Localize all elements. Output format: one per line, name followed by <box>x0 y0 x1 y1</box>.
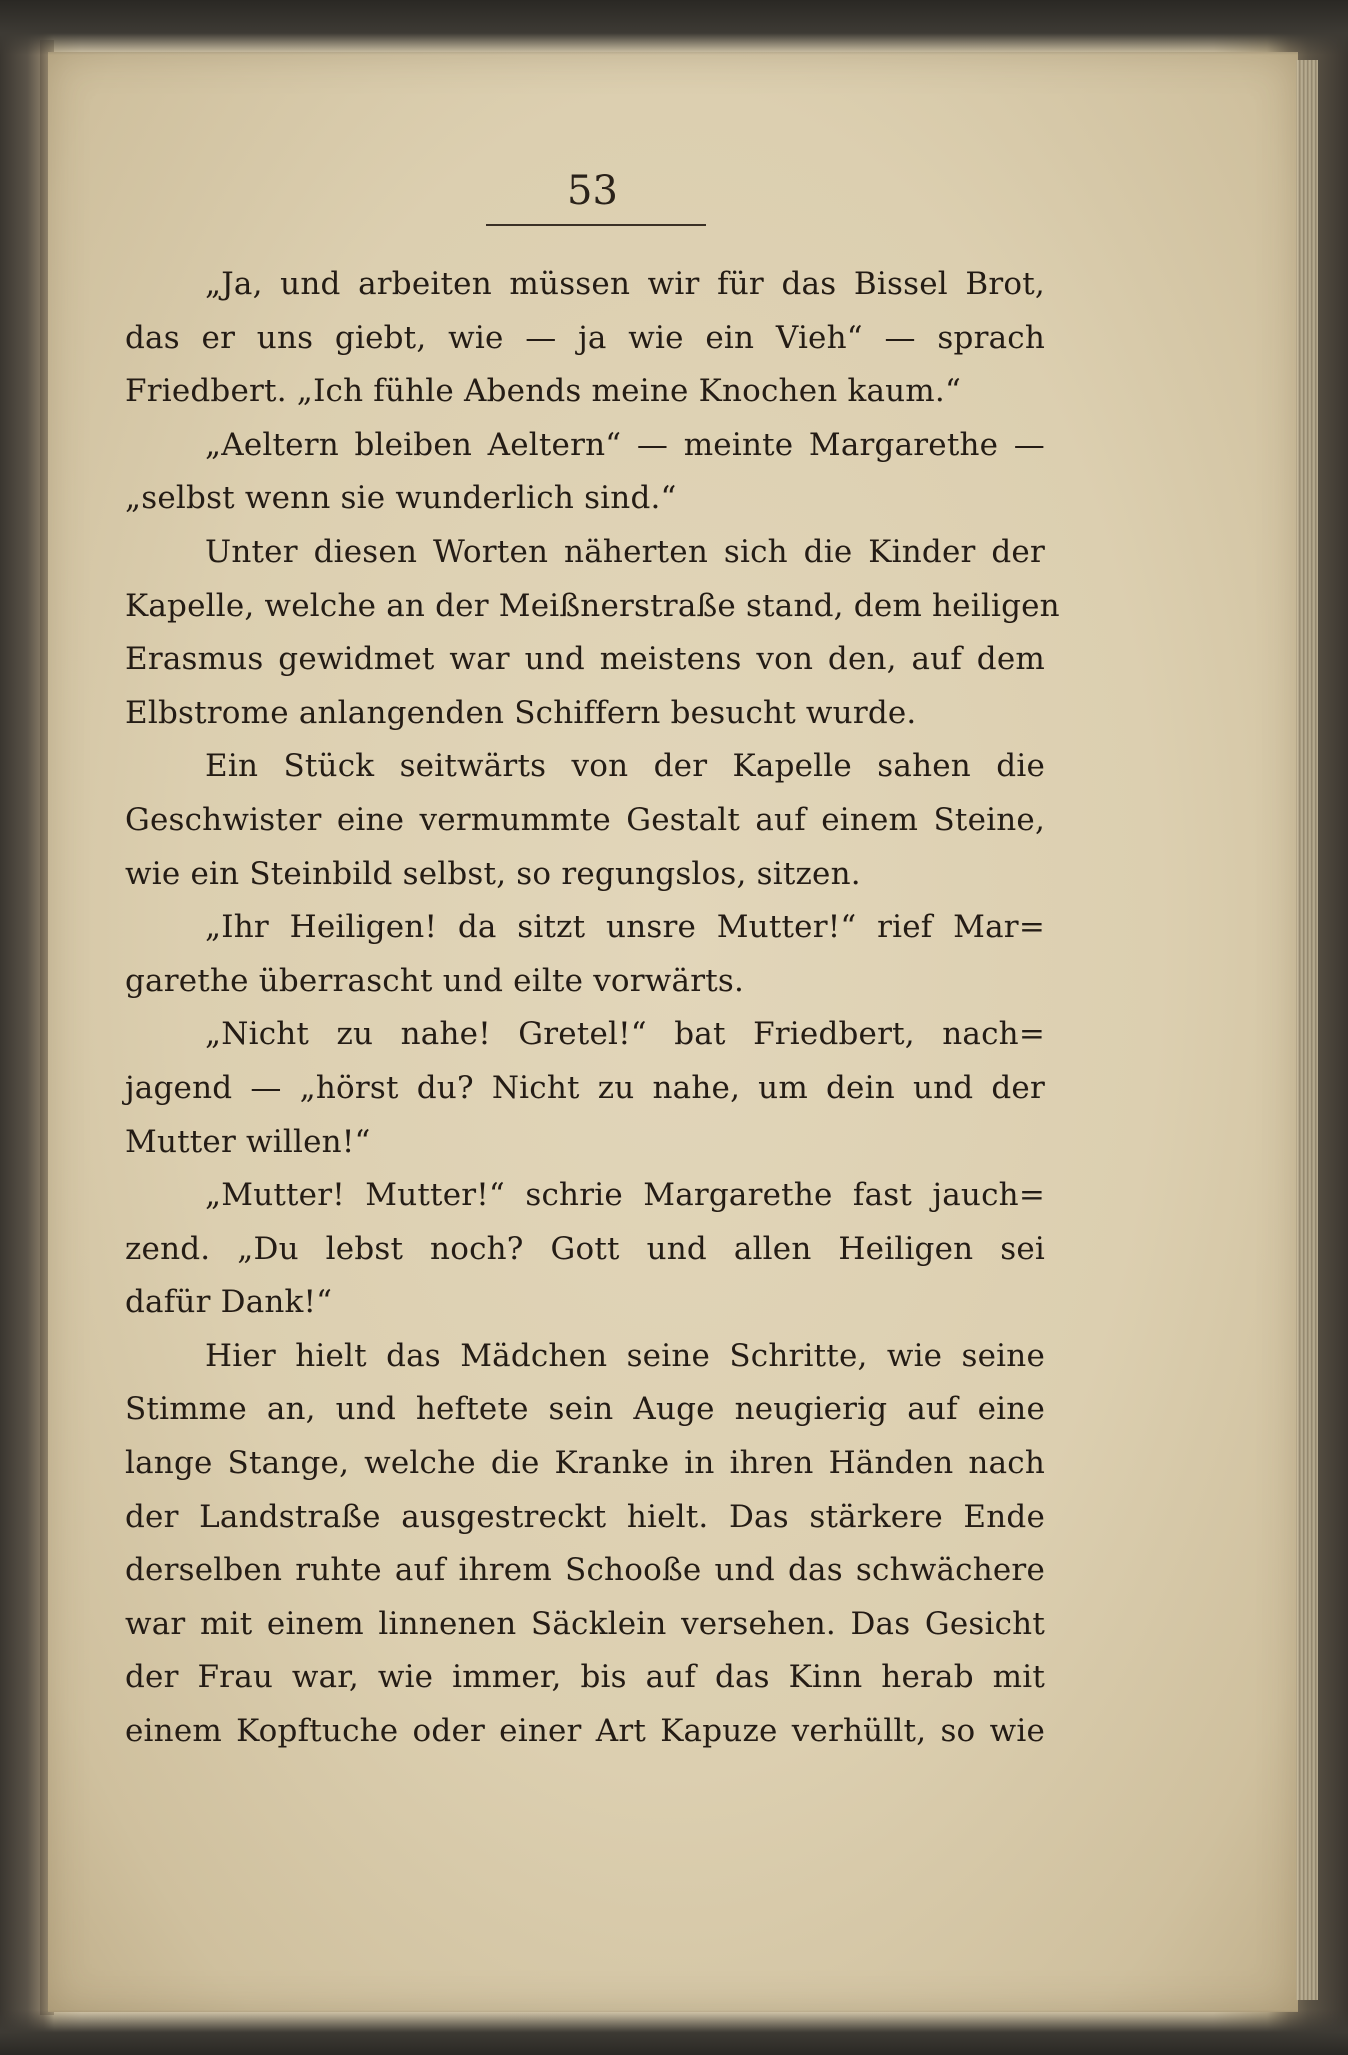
text-line: der Frau war, wie immer, bis auf das Kinn herab mit <box>125 1659 1045 1696</box>
body-text <box>125 258 1060 1759</box>
text-line: „Aeltern bleiben Aeltern“ — meinte Margarethe — <box>205 426 1045 463</box>
text-line: Friedbert. „Ich fühle Abends meine Knochen kaum.“ <box>125 373 961 410</box>
text-line: wie ein Steinbild selbst, so regungslos, sitzen. <box>125 855 861 892</box>
text-line: garethe überrascht und eilte vorwärts. <box>125 962 745 999</box>
text-line: Erasmus gewidmet war und meistens von den, auf dem <box>125 641 1045 678</box>
text-line: jagend — „hörst du? Nicht zu nahe, um dein und der <box>125 1069 1045 1106</box>
text-line: „Nicht zu nahe! Gretel!“ bat Friedbert, nach= <box>205 1016 1045 1053</box>
text-line: Unter diesen Worten näherten sich die Kinder der <box>205 533 1045 570</box>
page-number: 53 <box>567 168 618 214</box>
text-line: Kapelle, welche an der Meißnerstraße stand, dem heiligen <box>125 587 1060 624</box>
text-line: „Ja, und arbeiten müssen wir für das Bissel Brot, <box>205 266 1045 302</box>
text-line: Geschwister eine vermummte Gestalt auf einem Steine, <box>125 801 1045 838</box>
text-line: dafür Dank!“ <box>125 1284 333 1321</box>
text-line: derselben ruhte auf ihrem Schooße und das schwächere <box>125 1552 1045 1589</box>
text-line: „Ihr Heiligen! da sitzt unsre Mutter!“ rief Mar= <box>205 909 1045 946</box>
top-shadow <box>0 0 1348 55</box>
text-line: zend. „Du lebst noch? Gott und allen Heiligen sei <box>125 1230 1045 1267</box>
text-line: einem Kopftuche oder einer Art Kapuze verhüllt, so wie <box>125 1713 1045 1750</box>
text-line: Mutter willen!“ <box>125 1123 371 1160</box>
text-line: der Landstraße ausgestreckt hielt. Das stärkere Ende <box>125 1498 1045 1535</box>
text-line: Ein Stück seitwärts von der Kapelle sahen die <box>205 748 1045 785</box>
text-line: Stimme an, und heftete sein Auge neugierig auf eine <box>125 1391 1045 1428</box>
header-rule <box>486 224 706 226</box>
text-line: „selbst wenn sie wunderlich sind.“ <box>125 480 677 517</box>
text-line: war mit einem linnenen Säcklein versehen. Das Gesicht <box>125 1605 1045 1642</box>
bottom-shadow <box>0 2010 1348 2055</box>
text-line: Elbstrome anlangenden Schiffern besucht wurde. <box>125 694 917 731</box>
text-line: das er uns giebt, wie — ja wie ein Vieh“ — sprach <box>125 319 1045 356</box>
page-edges <box>1296 60 1318 2000</box>
text-line: Hier hielt das Mädchen seine Schritte, wie seine <box>205 1337 1045 1374</box>
text-line: lange Stange, welche die Kranke in ihren Händen nach <box>125 1445 1045 1482</box>
text-line: „Mutter! Mutter!“ schrie Margarethe fast jauch= <box>205 1177 1045 1214</box>
